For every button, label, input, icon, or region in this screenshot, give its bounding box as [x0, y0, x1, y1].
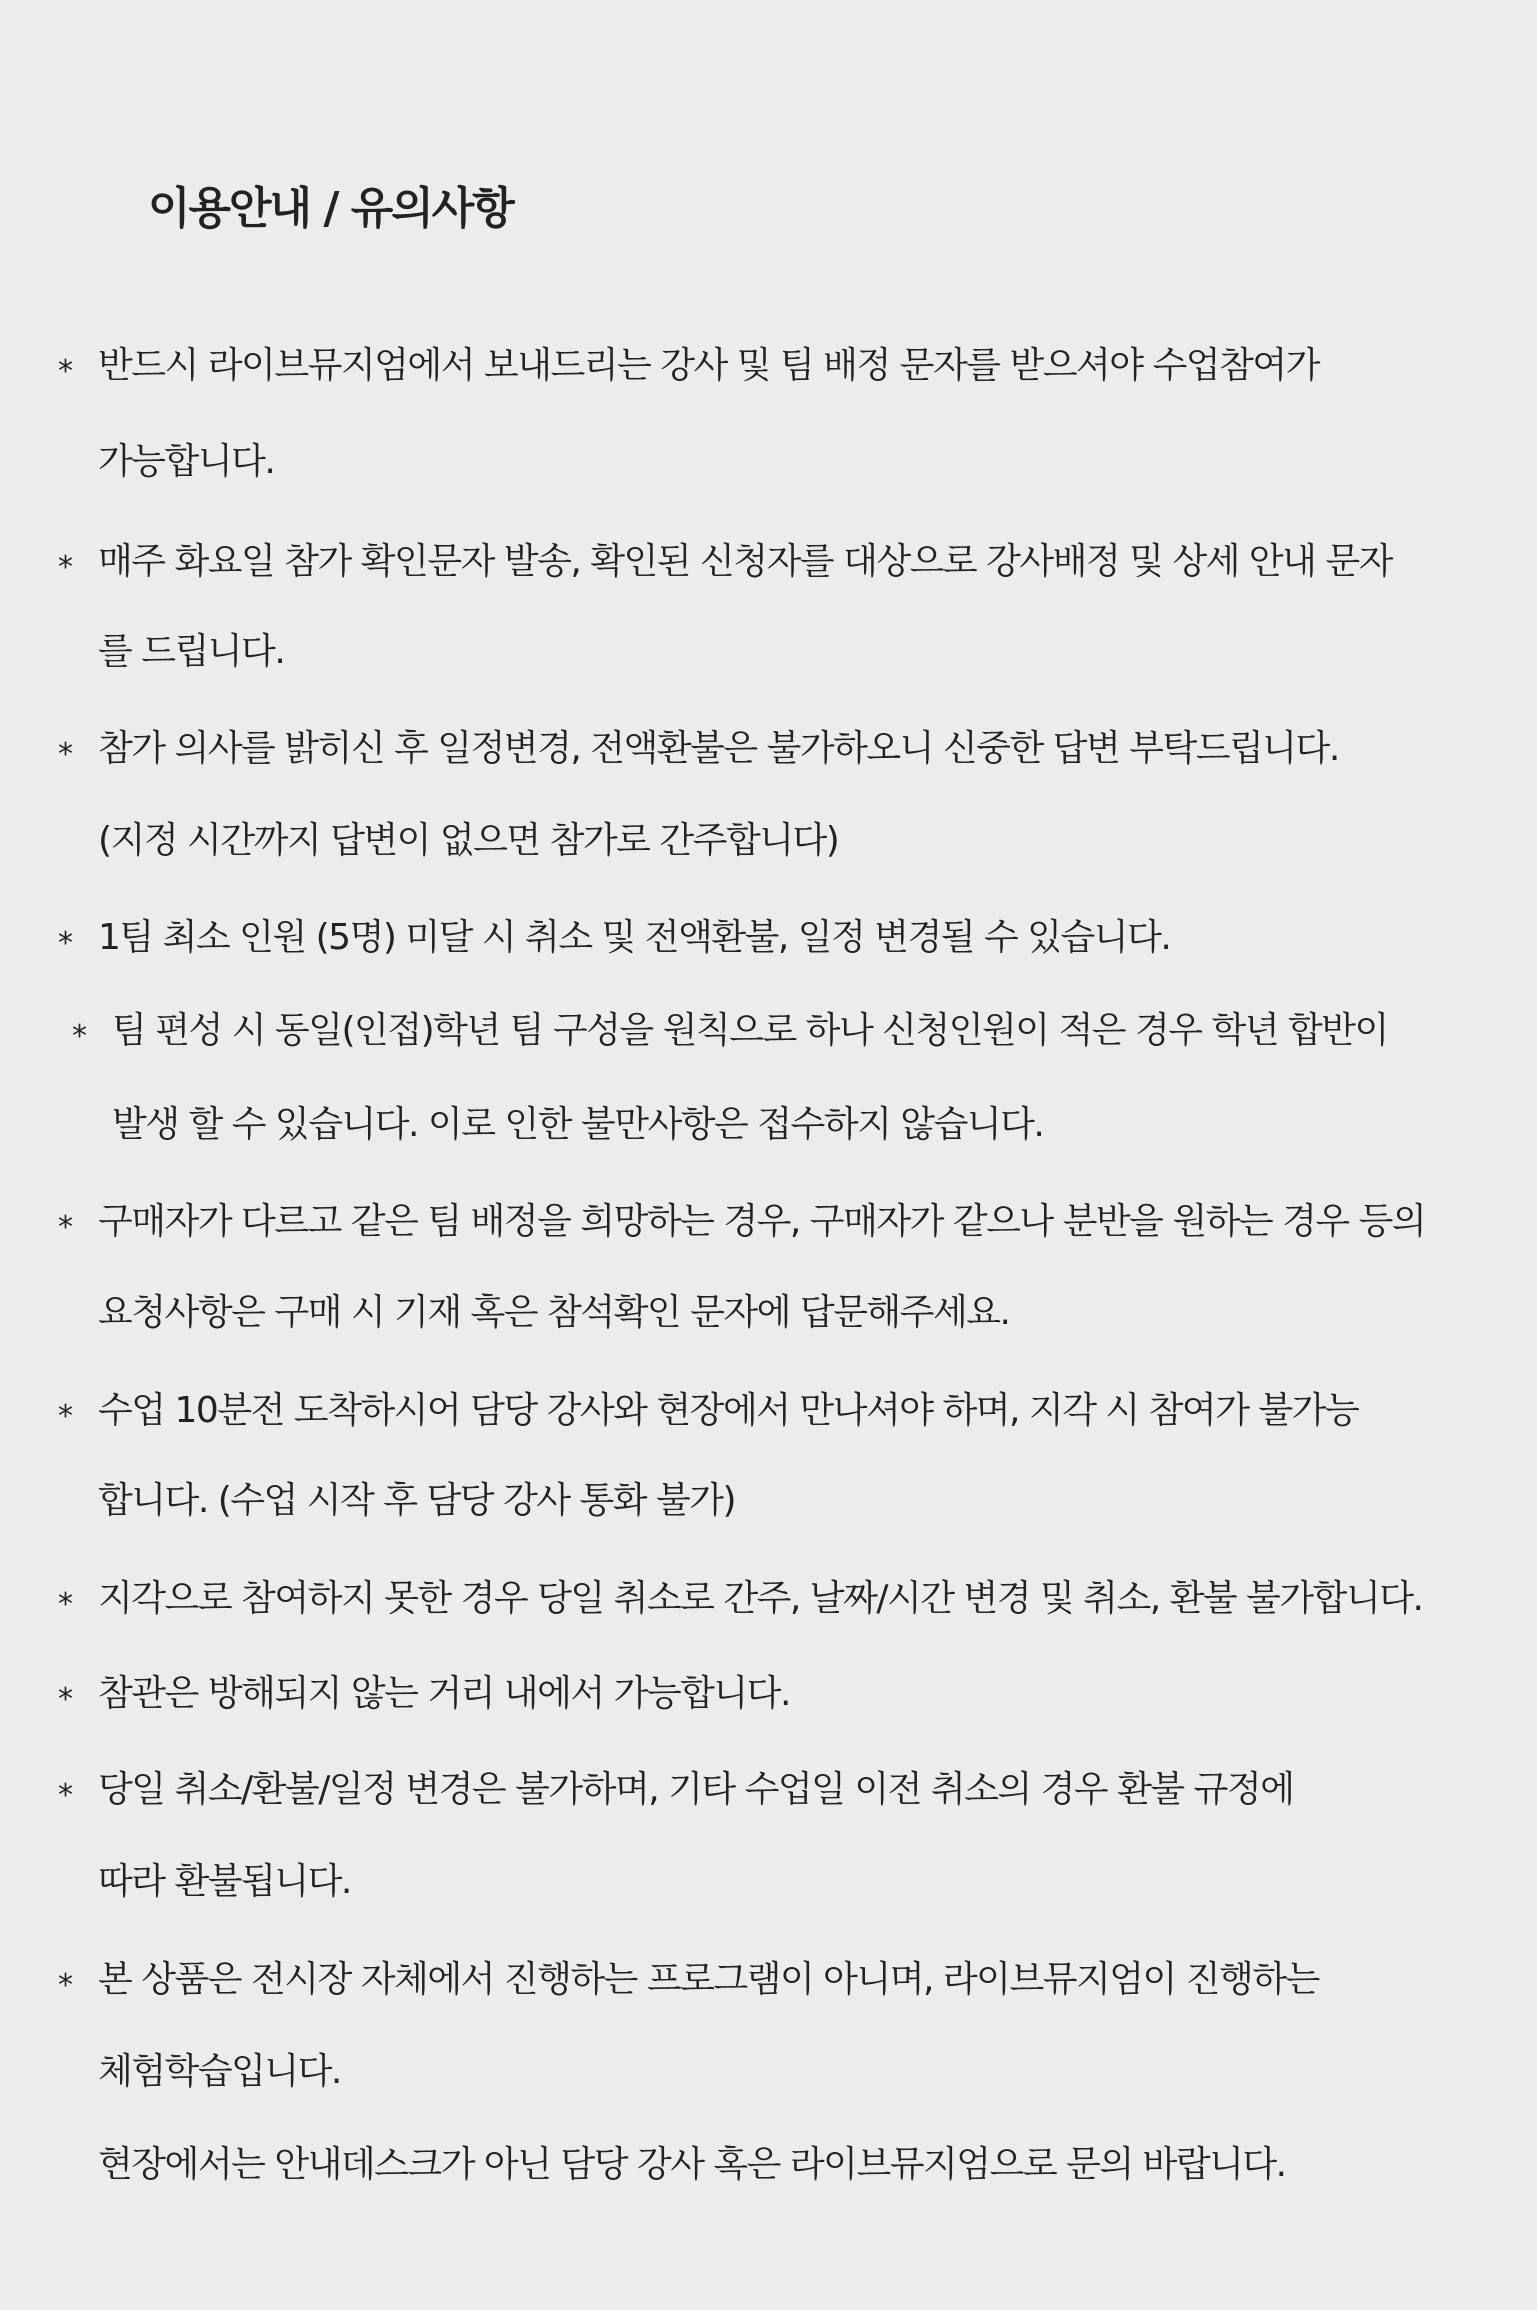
notice-line: 참가 의사를 밝히신 후 일정변경, 전액환불은 불가하오니 신중한 답변 부탁드립니다. — [98, 728, 1339, 769]
notice-line: 1팀 최소 인원 (5명) 미달 시 취소 및 전액환불, 일정 변경될 수 있습니다. — [98, 917, 1171, 958]
notice-line: (지정 시간까지 답변이 없으면 참가로 간주합니다) — [98, 820, 839, 861]
notice-line: 참관은 방해되지 않는 거리 내에서 가능합니다. — [98, 1673, 790, 1714]
notice-line: 수업 10분전 도착하시어 담당 강사와 현장에서 만나셔야 하며, 지각 시 참여가 불가능 — [98, 1390, 1359, 1431]
bullet-marker: * — [58, 550, 73, 585]
bullet-marker: * — [58, 1399, 73, 1434]
bullet-marker: * — [58, 926, 73, 961]
bullet-marker: * — [58, 1682, 73, 1717]
notice-line: 발생 할 수 있습니다. 이로 인한 불만사항은 접수하지 않습니다. — [112, 1104, 1044, 1145]
notice-line: 가능합니다. — [98, 441, 275, 482]
notice-line: 요청사항은 구매 시 기재 혹은 참석확인 문자에 답문해주세요. — [98, 1292, 1010, 1333]
notice-line: 당일 취소/환불/일정 변경은 불가하며, 기타 수업일 이전 취소의 경우 환불 규정에 — [98, 1769, 1294, 1810]
notice-line: 따라 환불됩니다. — [98, 1861, 351, 1902]
bullet-marker: * — [58, 1587, 73, 1622]
notice-line: 합니다. (수업 시작 후 담당 강사 통화 불가) — [98, 1480, 736, 1521]
notice-line: 팀 편성 시 동일(인접)학년 팀 구성을 원칙으로 하나 신청인원이 적은 경우 학년 합반이 — [112, 1010, 1388, 1051]
notice-line: 지각으로 참여하지 못한 경우 당일 취소로 간주, 날짜/시간 변경 및 취소, 환불 불가합니다. — [98, 1578, 1423, 1619]
bullet-marker: * — [72, 1019, 87, 1054]
bullet-marker: * — [58, 737, 73, 772]
notice-line: 구매자가 다르고 같은 팀 배정을 희망하는 경우, 구매자가 같으나 분반을 원하는 경우 등의 — [98, 1201, 1426, 1242]
notice-line: 본 상품은 전시장 자체에서 진행하는 프로그램이 아니며, 라이브뮤지엄이 진행하는 — [98, 1959, 1319, 2000]
notice-line: 매주 화요일 참가 확인문자 발송, 확인된 신청자를 대상으로 강사배정 및 상세 안내 문자 — [98, 541, 1392, 582]
bullet-marker: * — [58, 354, 73, 389]
bullet-marker: * — [58, 1968, 73, 2003]
bullet-marker: * — [58, 1210, 73, 1245]
notice-line: 현장에서는 안내데스크가 아닌 담당 강사 혹은 라이브뮤지엄으로 문의 바랍니다. — [98, 2144, 1286, 2185]
notice-line: 반드시 라이브뮤지엄에서 보내드리는 강사 및 팀 배정 문자를 받으셔야 수업참여가 — [98, 345, 1319, 386]
page-title: 이용안내 / 유의사항 — [148, 183, 513, 234]
notice-line: 를 드립니다. — [98, 631, 285, 672]
notice-line: 체험학습입니다. — [98, 2051, 341, 2092]
bullet-marker: * — [58, 1778, 73, 1813]
